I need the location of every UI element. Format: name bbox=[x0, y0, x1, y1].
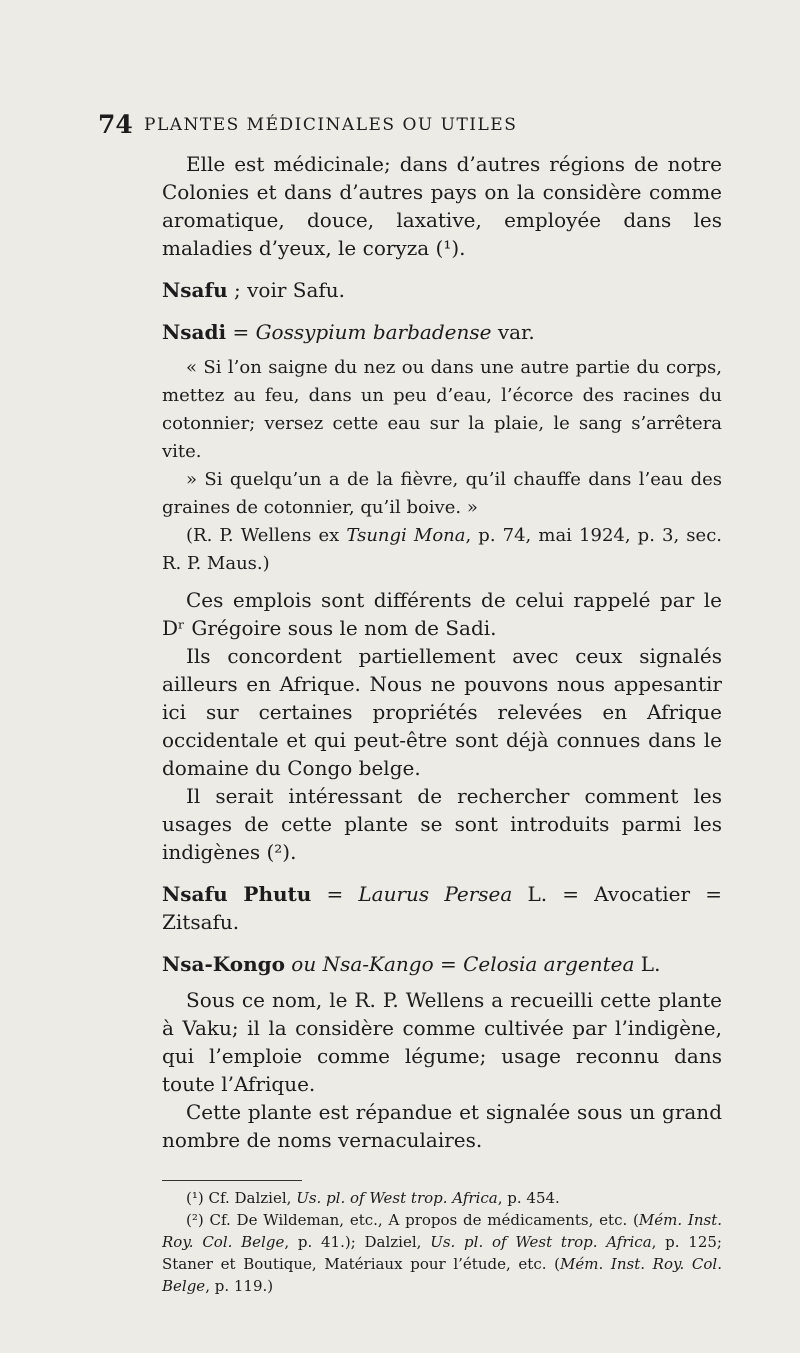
paragraph: Elle est médicinale; dans d’autres régions de notre Colonies et dans d’autres pays on la considère comme aromatique, douce, laxative, employée dans les maladies d’yeux, le coryza (¹). bbox=[162, 152, 722, 260]
footnote-2: (²) Cf. De Wildeman, etc., A propos de médicaments, etc. (Mém. Inst. Roy. Col. Belge, p. 41.); Dalziel, Us. pl. of West trop. Africa, p. 125; Staner et Boutique, Matériaux pour l’étude, etc. (Mém. Inst. Roy. Col. Belge, p. 119.) bbox=[162, 1211, 723, 1295]
page-number: 74 bbox=[98, 110, 133, 139]
paragraph: Il serait intéressant de rechercher comment les usages de cette plante se sont introduits parmi les indigènes (²). bbox=[162, 784, 722, 864]
paragraph: Ils concordent partiellement avec ceux signalés ailleurs en Afrique. Nous ne pouvons nous appesantir ici sur certaines propriétés relevées en Afrique occidentale et qui peut-être sont déjà connues dans le domaine du Congo belge. bbox=[162, 644, 722, 780]
headword: Nsafu Phutu bbox=[162, 882, 312, 906]
entry-nsa-kongo: Nsa-Kongo ou Nsa-Kango = Celosia argentea L. bbox=[162, 952, 661, 976]
running-header bbox=[98, 110, 658, 140]
headword: Nsadi bbox=[162, 320, 227, 344]
entry-nsadi: Nsadi = Gossypium barbadense var. bbox=[162, 320, 535, 344]
headword: Nsa-Kongo bbox=[162, 952, 285, 976]
paragraph: Sous ce nom, le R. P. Wellens a recueilli cette plante à Vaku; il la considère comme cultivée par l’indigène, qui l’emploie comme légume; usage reconnu dans toute l’Afrique. bbox=[162, 988, 722, 1096]
entry-nsafu: Nsafu ; voir Safu. bbox=[162, 278, 346, 302]
entry-nsafu-phutu: Nsafu Phutu = Laurus Persea L. = Avocatier = Zitsafu. bbox=[162, 882, 722, 934]
footnote-1: (¹) Cf. Dalziel, Us. pl. of West trop. Africa, p. 454. bbox=[186, 1189, 560, 1207]
citation: (R. P. Wellens ex Tsungi Mona, p. 74, mai 1924, p. 3, sec. R. P. Maus.) bbox=[162, 525, 722, 574]
scientific-name: Celosia argentea bbox=[463, 952, 635, 976]
running-title: PLANTES MÉDICINALES OU UTILES bbox=[144, 115, 518, 135]
paragraph: Cette plante est répandue et signalée sous un grand nombre de noms vernaculaires. bbox=[162, 1100, 722, 1152]
main-text bbox=[162, 150, 722, 1297]
scientific-name: Laurus Persea bbox=[358, 882, 513, 906]
quote-paragraph: « Si l’on saigne du nez ou dans une autre partie du corps, mettez au feu, dans un peu d’eau, l’écorce des racines du cotonnier; versez cette eau sur la plaie, le sang s’arrêtera vite. bbox=[162, 357, 722, 462]
headword: Nsafu bbox=[162, 278, 228, 302]
scientific-name: Gossypium barbadense bbox=[255, 320, 492, 344]
quote-paragraph: » Si quelqu’un a de la fièvre, qu’il chauffe dans l’eau des graines de cotonnier, qu’il boive. » bbox=[162, 469, 722, 518]
paragraph: Ces emplois sont différents de celui rappelé par le Dʳ Grégoire sous le nom de Sadi. bbox=[162, 588, 722, 640]
footnote-rule bbox=[162, 1180, 302, 1181]
